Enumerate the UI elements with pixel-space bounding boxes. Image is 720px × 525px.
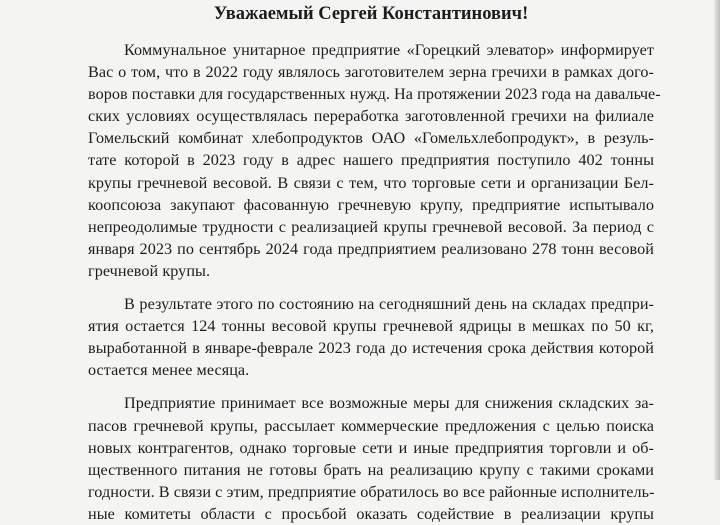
letter-salutation: Уважаемый Сергей Константинович! xyxy=(213,4,529,24)
text-line: крупы гречневой весовой. В связи с тем, что торговые сети и организации Бел- xyxy=(88,173,654,192)
text-line: воров поставки для государственных нужд. На протяжении 2023 года на давальче- xyxy=(88,85,661,104)
text-line: ских условиях осуществлялась переработка заготовленной гречихи на филиале xyxy=(88,107,654,126)
letter-paragraph-2 xyxy=(88,293,654,381)
text-line: тате которой в 2023 году в адрес нашего предприятия поступило 402 тонны xyxy=(88,151,654,170)
letter-paragraph-1 xyxy=(88,39,661,282)
text-line: коопсоюза закупают фасованную гречневую крупу, предприятие испытывало xyxy=(88,195,654,214)
text-line: Вас о том, что в 2022 году являлось заготовителем зерна гречихи в рамках дого- xyxy=(88,63,654,82)
text-line: гречневой крупы. xyxy=(88,261,211,280)
text-line: остается менее месяца. xyxy=(88,361,250,380)
text-line: щественного питания не готовы брать на реализацию крупу с такими сроками xyxy=(88,460,654,479)
text-line: годности. В связи с этим, предприятие обратилось во все районные исполнитель- xyxy=(88,482,655,501)
text-line: Коммунальное унитарное предприятие «Горецкий элеватор» информирует xyxy=(124,41,654,59)
text-line: непреодолимые трудности с реализацией крупы гречневой весовой. За период с xyxy=(88,217,654,236)
letter-paragraph-3 xyxy=(88,392,654,525)
text-line: пасов гречневой крупы, рассылает коммерческие предложения с целью поиска xyxy=(88,416,654,435)
text-line: выработанной в январе-феврале 2023 года до истечения срока действия которой xyxy=(88,339,654,358)
scan-edge-shadow xyxy=(714,0,720,480)
text-line: ные комитеты области с просьбой оказать содействие в реализации крупы xyxy=(88,504,654,523)
text-line: ятия остается 124 тонны весовой крупы гречневой ядрицы в мешках по 50 кг, xyxy=(88,317,654,336)
text-line: Предприятие принимает все возможные меры для снижения складских за- xyxy=(124,394,654,413)
text-line: В результате этого по состоянию на сегодняшний день на складах предпри- xyxy=(124,295,654,314)
text-line: Гомельский комбинат хлебопродуктов ОАО «Гомельхлебопродукт», в резуль- xyxy=(88,129,654,148)
text-line: января 2023 по сентябрь 2024 года предприятием реализовано 278 тонн весовой xyxy=(88,239,654,258)
text-line: новых контрагентов, однако торговые сети и иные предприятия торговли и об- xyxy=(88,438,654,457)
